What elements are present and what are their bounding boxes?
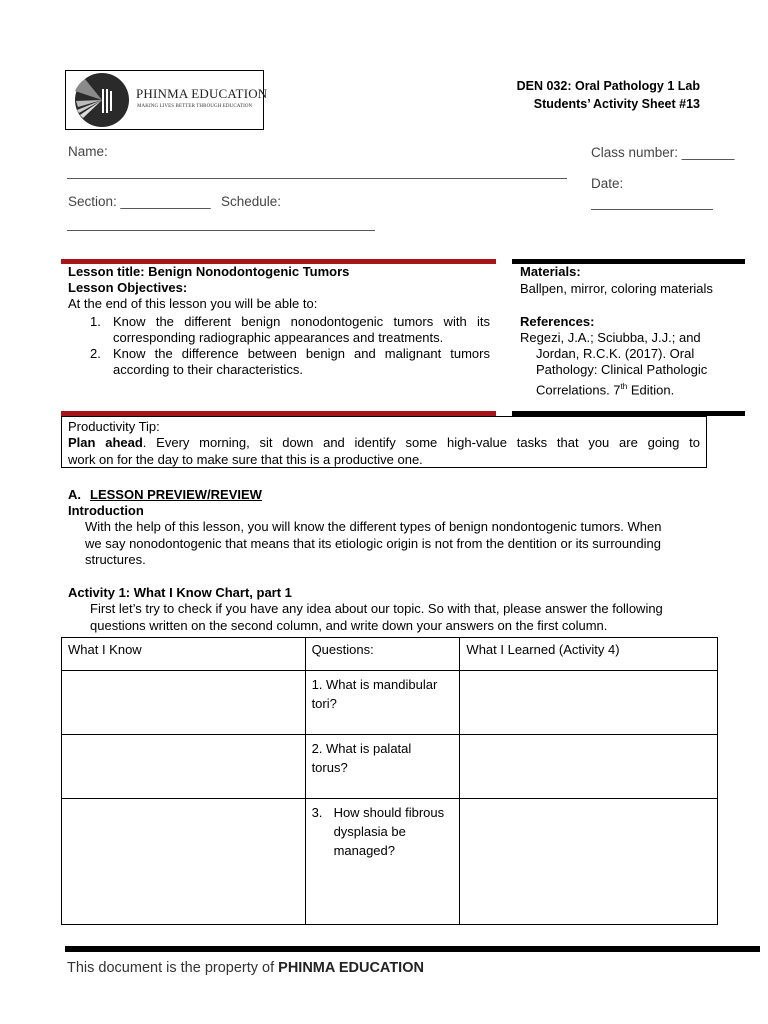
tip-bold: Plan ahead	[68, 435, 143, 450]
schedule-label: Schedule:	[221, 194, 282, 209]
objectives-label: Lesson Objectives:	[68, 280, 188, 295]
introduction-line: structures.	[85, 552, 146, 567]
answer-cell[interactable]	[62, 671, 306, 735]
objective-text: Know the different benign nonodontogenic tumors with its	[113, 314, 490, 329]
question-line: managed?	[333, 843, 396, 858]
learned-cell[interactable]	[460, 735, 718, 799]
activity-1-line: First let’s try to check if you have any idea about our topic. So with that, please answer the following	[90, 601, 663, 616]
name-label: Name:	[68, 144, 108, 159]
question-line: 2. What is palatal	[311, 741, 412, 756]
reference-edition-text: Edition.	[627, 382, 675, 398]
introduction-line: we say nonodontogenic that means that its etiologic origin is not from the dentition or its surrounding	[85, 536, 661, 551]
reference-edition	[536, 379, 674, 398]
footer-text	[67, 960, 424, 976]
activity-1-title: Activity 1: What I Know Chart, part 1	[68, 585, 292, 600]
chart-row	[62, 735, 718, 799]
name-line[interactable]	[67, 178, 567, 179]
objective-text: corresponding radiographic appearances and treatments.	[113, 330, 444, 345]
introduction-line: With the help of this lesson, you will know the different types of benign nondontogenic tumors. When	[85, 519, 662, 534]
section-a-letter: A.	[68, 487, 81, 502]
reference-line: Correlations. 7	[536, 382, 621, 398]
objectives-intro: At the end of this lesson you will be able to:	[68, 296, 318, 311]
course-title: DEN 032: Oral Pathology 1 Lab	[516, 79, 700, 93]
reference-line: Pathology: Clinical Pathologic	[536, 362, 708, 377]
footer-prefix: This document is the property of	[67, 960, 279, 976]
what-i-know-chart	[61, 637, 718, 925]
learned-cell[interactable]	[460, 671, 718, 735]
objective-num: 1.	[90, 314, 101, 329]
objective-num: 2.	[90, 346, 101, 361]
question-cell	[305, 671, 460, 735]
date-label: Date:	[591, 176, 624, 191]
question-line: dysplasia be	[333, 824, 406, 839]
logo-name: PHINMA EDUCATION	[136, 86, 268, 101]
question-line: How should fibrous	[333, 805, 445, 820]
question-num: 3.	[311, 805, 323, 820]
tip-line-2: work on for the day to make sure that this is a productive one.	[68, 452, 423, 467]
objective-text: according to their characteristics.	[113, 362, 304, 377]
tip-rest: . Every morning, sit down and identify some high-value tasks that you are going to	[142, 435, 700, 450]
learned-cell[interactable]	[460, 799, 718, 925]
chart-row	[62, 671, 718, 735]
question-cell	[305, 735, 460, 799]
section-a-title: LESSON PREVIEW/REVIEW	[90, 487, 262, 502]
answer-cell[interactable]	[62, 735, 306, 799]
question-line: 1. What is mandibular	[311, 677, 438, 692]
question-line: torus?	[311, 760, 348, 775]
chart-header-row	[62, 638, 718, 671]
chart-header: What I Learned (Activity 4)	[460, 638, 718, 671]
tip-line-1	[68, 435, 700, 451]
lesson-title: Lesson title: Benign Nonodontogenic Tumors	[68, 264, 350, 279]
chart-row	[62, 799, 718, 925]
date-line[interactable]	[591, 209, 713, 210]
footer-brand: PHINMA EDUCATION	[278, 960, 424, 976]
schedule-line[interactable]	[67, 230, 375, 231]
materials-label: Materials:	[520, 264, 581, 279]
phinma-logo-icon	[73, 71, 131, 129]
activity-1-line: questions written on the second column, and write down your answers on the first column.	[90, 618, 608, 633]
introduction-label: Introduction	[68, 503, 144, 518]
question-cell	[305, 799, 460, 925]
chart-header: Questions:	[305, 638, 460, 671]
reference-sup: th	[620, 382, 628, 391]
tip-label: Productivity Tip:	[68, 419, 160, 434]
logo-box	[65, 70, 268, 130]
section-label: Section: ____________	[68, 194, 211, 209]
footer-bar	[65, 946, 760, 952]
question-line: tori?	[311, 696, 337, 711]
chart-header: What I Know	[62, 638, 306, 671]
question-item	[312, 803, 454, 860]
materials-text: Ballpen, mirror, coloring materials	[520, 281, 713, 296]
references-label: References:	[520, 314, 595, 329]
answer-cell[interactable]	[62, 799, 306, 925]
sheet-title: Students’ Activity Sheet #13	[533, 97, 700, 111]
reference-line: Jordan, R.C.K. (2017). Oral	[536, 346, 695, 361]
reference-line: Regezi, J.A.; Sciubba, J.J.; and	[520, 330, 701, 345]
objective-text: Know the difference between benign and malignant tumors	[113, 346, 490, 361]
class-number-label: Class number: _______	[591, 145, 735, 160]
logo-tagline: MAKING LIVES BETTER THROUGH EDUCATION	[137, 104, 253, 109]
